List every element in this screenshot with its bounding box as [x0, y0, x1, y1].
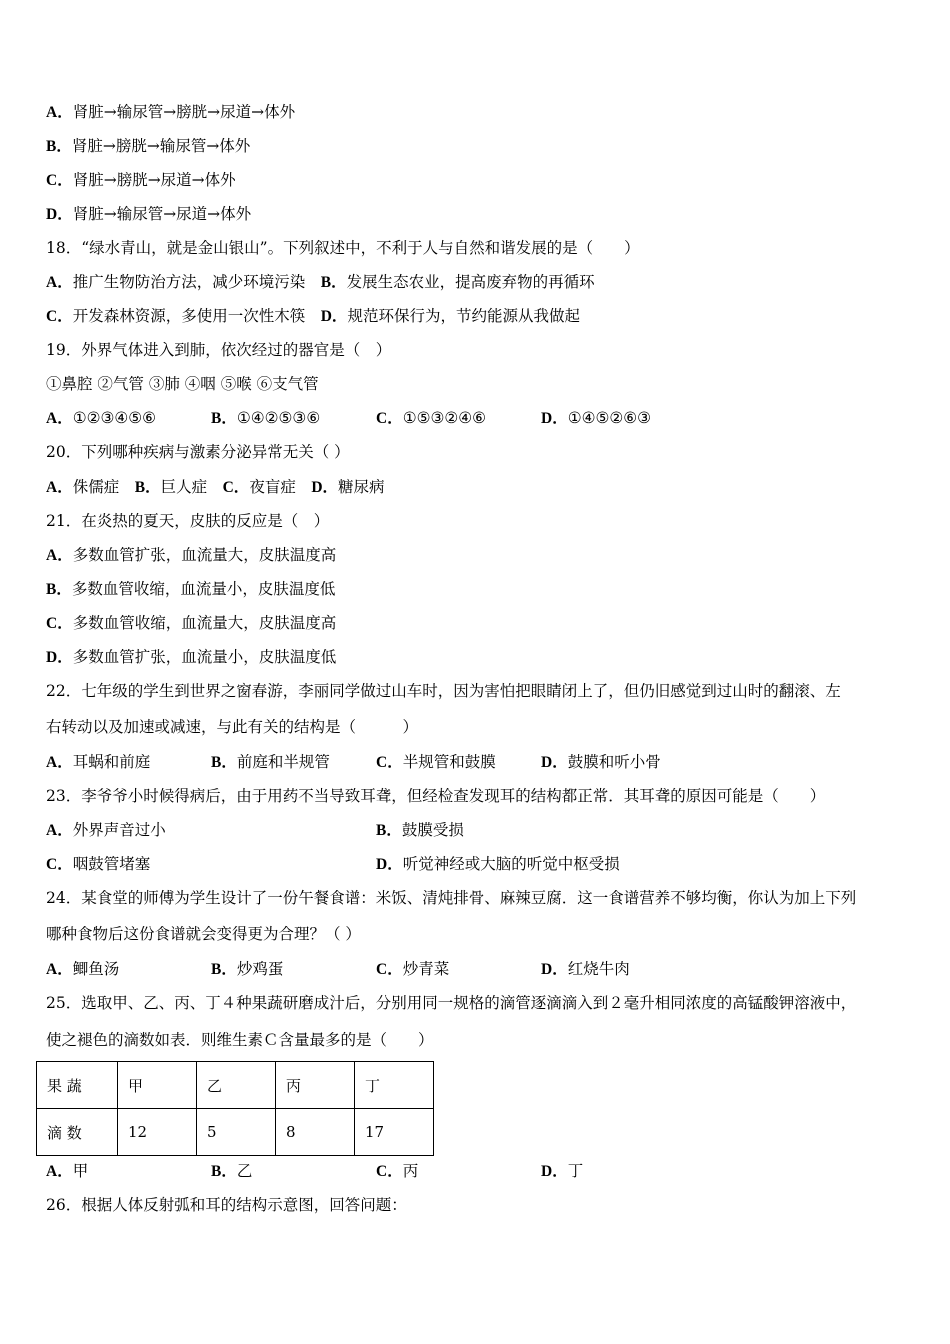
q17-option-a: A．肾脏→输尿管→膀胱→尿道→体外 — [46, 103, 296, 121]
q25-stem-line2: 使之褪色的滴数如表．则维生素Ｃ含量最多的是（ ） — [46, 1031, 434, 1049]
q19-option-d: D．①④⑤②⑥③ — [541, 409, 652, 427]
q17-option-b: B．肾脏→膀胱→输尿管→体外 — [46, 137, 251, 155]
q17-option-d: D．肾脏→输尿管→尿道→体外 — [46, 205, 252, 223]
q24-option-c: C．炒青菜 — [376, 960, 450, 978]
q21-option-c: C．多数血管收缩，血流量大，皮肤温度高 — [46, 614, 337, 632]
q22-stem-line1: 22．七年级的学生到世界之窗春游，李丽同学做过山车时，因为害怕把眼睛闭上了，但仍旧感觉到过山时的翻滚、左 — [46, 682, 841, 700]
q19-stem: 19．外界气体进入到肺，依次经过的器官是（ ） — [46, 341, 392, 359]
q20-options: A．侏儒症 B．巨人症 C．夜盲症 D．糖尿病 — [46, 478, 385, 496]
q22-option-c: C．半规管和鼓膜 — [376, 753, 496, 771]
q25-stem-line1: 25．选取甲、乙、丙、丁４种果蔬研磨成汁后，分别用同一规格的滴管逐滴滴入到２毫升相同浓度的高锰酸钾溶液中， — [46, 994, 857, 1012]
table-header-cell: 丁 — [355, 1062, 434, 1109]
q22-option-a: A．耳蜗和前庭 — [46, 753, 151, 771]
q21-stem: 21．在炎热的夏天，皮肤的反应是（ ） — [46, 512, 330, 530]
q26-stem: 26．根据人体反射弧和耳的结构示意图，回答问题： — [46, 1196, 407, 1214]
q21-option-a: A．多数血管扩张，血流量大，皮肤温度高 — [46, 546, 337, 564]
table-cell: 8 — [276, 1109, 355, 1156]
q18-options-cd: C．开发森林资源，多使用一次性木筷 D．规范环保行为，节约能源从我做起 — [46, 307, 580, 325]
q23-option-d: D．听觉神经或大脑的听觉中枢受损 — [376, 855, 620, 873]
q24-stem-line2: 哪种食物后这份食谱就会变得更为合理？（ ） — [46, 925, 361, 943]
q19-items: ①鼻腔 ②气管 ③肺 ④咽 ⑤喉 ⑥支气管 — [46, 375, 319, 393]
table-header-cell: 丙 — [276, 1062, 355, 1109]
q19-option-a: A．①②③④⑤⑥ — [46, 409, 157, 427]
q24-option-a: A．鲫鱼汤 — [46, 960, 120, 978]
q20-stem: 20．下列哪种疾病与激素分泌异常无关（ ） — [46, 443, 350, 461]
q24-option-d: D．红烧牛肉 — [541, 960, 630, 978]
q25-option-d: D．丁 — [541, 1162, 584, 1180]
q25-option-b: B．乙 — [211, 1162, 253, 1180]
q21-option-d: D．多数血管扩张，血流量小，皮肤温度低 — [46, 648, 337, 666]
table-cell: 12 — [118, 1109, 197, 1156]
q22-stem-line2: 右转动以及加速或减速，与此有关的结构是（ ） — [46, 718, 419, 736]
q25-option-c: C．丙 — [376, 1162, 419, 1180]
table-cell: 滴 数 — [37, 1109, 118, 1156]
q23-option-c: C．咽鼓管堵塞 — [46, 855, 151, 873]
q22-option-d: D．鼓膜和听小骨 — [541, 753, 661, 771]
table-header-cell: 甲 — [118, 1062, 197, 1109]
table-header-cell: 果 蔬 — [37, 1062, 118, 1109]
q22-option-b: B．前庭和半规管 — [211, 753, 330, 771]
table-row — [37, 1109, 434, 1156]
q23-stem: 23．李爷爷小时候得病后，由于用药不当导致耳聋，但经检查发现耳的结构都正常．其耳聋的原因可能是（ ） — [46, 787, 826, 805]
q19-option-b: B．①④②⑤③⑥ — [211, 409, 321, 427]
q21-option-b: B．多数血管收缩，血流量小，皮肤温度低 — [46, 580, 336, 598]
q23-option-b: B．鼓膜受损 — [376, 821, 464, 839]
q24-stem-line1: 24．某食堂的师傅为学生设计了一份午餐食谱：米饭、清炖排骨、麻辣豆腐．这一食谱营养不够均衡，你认为加上下列 — [46, 889, 857, 907]
q23-option-a: A．外界声音过小 — [46, 821, 166, 839]
q25-option-a: A．甲 — [46, 1162, 89, 1180]
q18-options-ab: A．推广生物防治方法，减少环境污染 B．发展生态农业，提高废弃物的再循环 — [46, 273, 595, 291]
table-header-cell: 乙 — [197, 1062, 276, 1109]
q24-option-b: B．炒鸡蛋 — [211, 960, 284, 978]
table-cell: 17 — [355, 1109, 434, 1156]
q18-stem: 18．“绿水青山，就是金山银山”。下列叙述中，不利于人与自然和谐发展的是（ ） — [46, 239, 640, 257]
table-row — [37, 1062, 434, 1109]
q19-option-c: C．①⑤③②④⑥ — [376, 409, 487, 427]
q17-option-c: C．肾脏→膀胱→尿道→体外 — [46, 171, 236, 189]
q25-data-table — [36, 1061, 434, 1156]
table-cell: 5 — [197, 1109, 276, 1156]
